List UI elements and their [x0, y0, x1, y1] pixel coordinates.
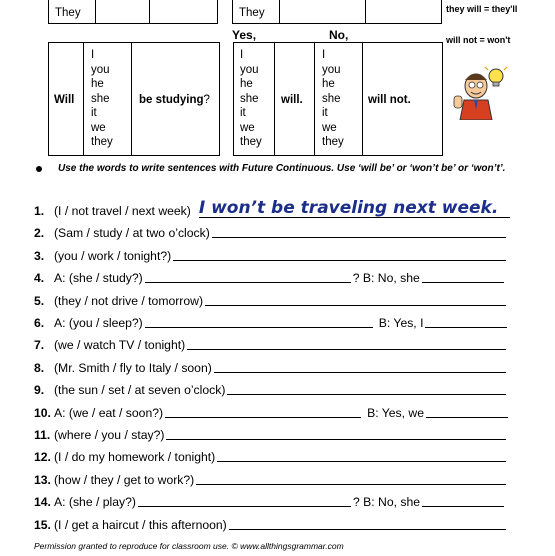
exercise-row [34, 288, 508, 308]
exercise-number: 2. [34, 226, 45, 241]
exercise-row [34, 400, 510, 420]
answer-blank[interactable] [217, 460, 506, 462]
exercise-prompt: A: (she / study?) [54, 271, 143, 286]
response-blank[interactable] [422, 281, 504, 283]
answer-blank[interactable] [166, 438, 506, 440]
exercise-number: 9. [34, 383, 45, 398]
exercise-row [34, 355, 508, 375]
question-pronouns: I you he she it we they [91, 49, 113, 148]
yes-pronouns: I you he she it we they [240, 49, 262, 148]
yes-header: Yes, [232, 28, 257, 42]
exercise-number: 10. [34, 405, 51, 420]
answer-blank[interactable] [145, 281, 351, 283]
exercise-prompt: (Sam / study / at two o’clock) [54, 226, 210, 241]
answer-blank[interactable] [145, 326, 373, 328]
exercise-prompt: (we / watch TV / tonight) [54, 338, 186, 353]
answer-blank[interactable] [187, 348, 506, 350]
exercise-row [34, 310, 509, 330]
exercise-prompt: (Mr. Smith / fly to Italy / soon) [54, 360, 212, 375]
exercise-number: 5. [34, 293, 45, 308]
exercise-prompt: (you / work / tonight?) [54, 248, 172, 263]
short-answers-table [233, 42, 443, 156]
top-table-right-fragment [232, 0, 442, 24]
answer-blank[interactable] [229, 528, 506, 530]
exercise-row [34, 198, 510, 218]
exercise-row [34, 512, 508, 532]
exercise-prompt: A: (she / play?) [54, 495, 136, 510]
exercise-row [34, 332, 508, 352]
note-will-not: will not = won't [446, 35, 511, 45]
exercise-prompt: (I / not travel / next week) [54, 204, 191, 218]
exercise-number: 14. [34, 495, 51, 510]
yes-will: will. [281, 94, 303, 106]
exercise-row [34, 377, 508, 397]
verb-phrase: be studying? [139, 94, 210, 106]
exercise-prompt: (they / not drive / tomorrow) [54, 293, 204, 308]
teacher-idea-illustration [452, 66, 512, 120]
exercise-prompt: (I / do my homework / tonight) [54, 450, 216, 465]
handwritten-answer: I won’t be traveling next week. [199, 199, 510, 218]
exercise-prompt: (I / get a haircut / this afternoon) [54, 517, 227, 532]
exercise-prompt: (where / you / stay?) [54, 428, 165, 442]
aux-will: Will [54, 94, 75, 106]
exercise-row [34, 243, 508, 263]
exercise-number: 6. [34, 316, 45, 330]
question-form-table [48, 42, 220, 156]
response-blank[interactable] [422, 505, 504, 507]
exercise-row [34, 220, 508, 240]
pronoun-they-right: They [239, 7, 265, 19]
answer-blank[interactable] [196, 483, 506, 485]
pronoun-they-left: They [55, 7, 81, 19]
exercise-number: 1. [34, 204, 45, 218]
no-header: No, [329, 28, 349, 42]
exercise-response-prompt: B: Yes, I [378, 316, 424, 330]
exercise-prompt: (the sun / set / at seven o’clock) [54, 383, 226, 398]
exercise-number: 13. [34, 472, 51, 487]
exercise-prompt: (how / they / get to work?) [54, 472, 195, 487]
exercise-number: 15. [34, 517, 51, 532]
exercise-response-prompt: ? B: No, she [352, 495, 421, 510]
exercise-response-prompt: B: Yes, we [367, 405, 424, 420]
exercise-row [34, 467, 508, 487]
bullet [36, 166, 42, 172]
exercise-number: 12. [34, 450, 51, 465]
exercise-prompt: A: (we / eat / soon?) [54, 405, 164, 420]
answer-blank[interactable] [205, 304, 506, 306]
exercise-number: 7. [34, 338, 45, 353]
exercise-row [34, 444, 508, 464]
answer-blank[interactable] [214, 371, 506, 373]
answer-blank[interactable] [138, 505, 351, 507]
answer-blank[interactable] [212, 236, 506, 238]
no-pronouns: I you he she it we they [322, 49, 344, 148]
exercise-response-prompt: ? B: No, she [352, 271, 420, 286]
answer-blank[interactable] [227, 393, 506, 395]
note-they-will: they will = they'll [446, 4, 518, 14]
exercise-row [34, 489, 506, 509]
exercise-row [34, 422, 508, 442]
answer-blank[interactable] [173, 259, 506, 261]
instruction-text: Use the words to write sentences with Future Continuous. Use ‘will be’ or ‘won’t be’ or ‘won’t’. [58, 163, 506, 174]
exercise-number: 3. [34, 248, 45, 263]
no-will-not: will not. [368, 94, 411, 106]
exercise-row [34, 265, 506, 285]
top-table-left-fragment [48, 0, 218, 24]
exercise-prompt: A: (you / sleep?) [54, 316, 143, 330]
exercise-number: 11. [34, 428, 51, 442]
response-blank[interactable] [425, 326, 507, 328]
exercise-number: 4. [34, 271, 45, 286]
answer-blank[interactable] [165, 416, 361, 418]
response-blank[interactable] [426, 416, 508, 418]
exercise-number: 8. [34, 360, 45, 375]
footer-permission: Permission granted to reproduce for classroom use. © www.allthingsgrammar.com [34, 541, 344, 551]
